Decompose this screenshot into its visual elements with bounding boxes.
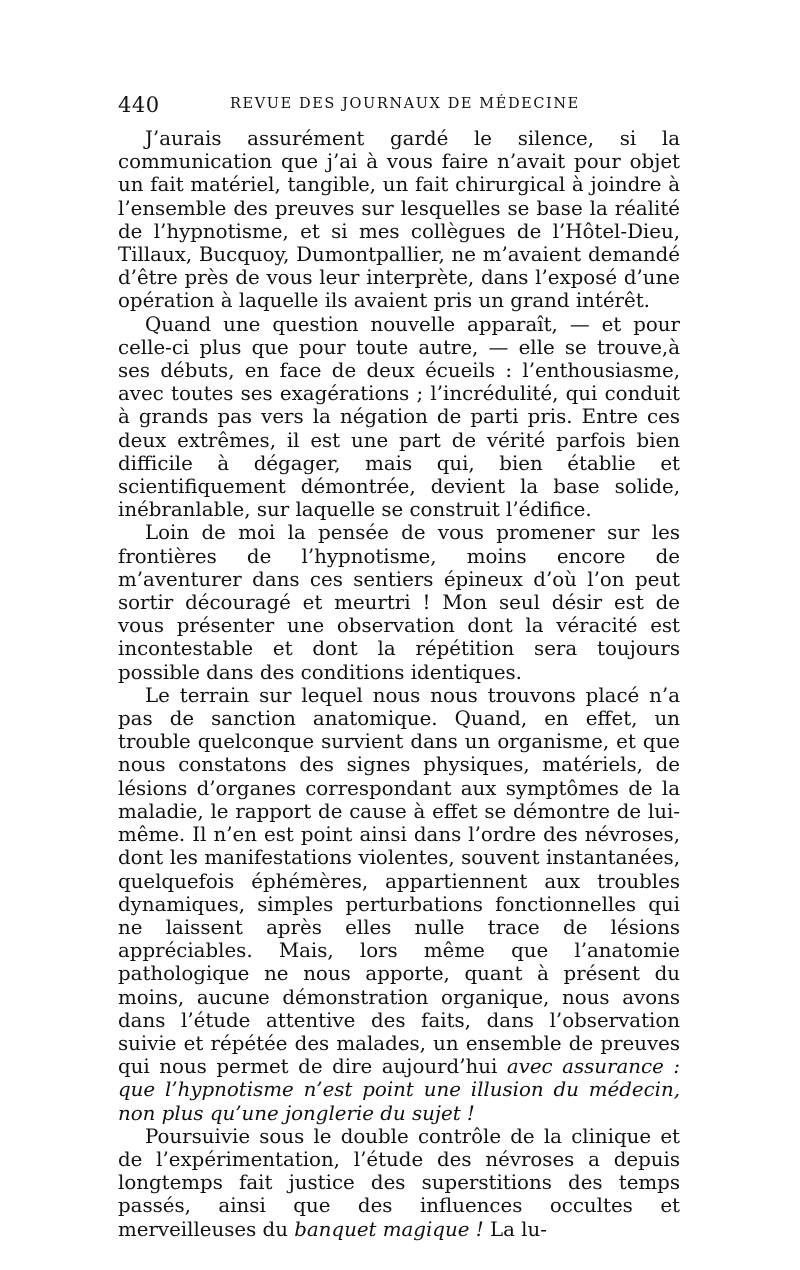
paragraph-4-italic: avec assurance : que l’hypnotisme n’est point une illusion du médecin, non plus qu’une jonglerie du sujet !: [118, 1055, 680, 1125]
page-number: 440: [118, 93, 160, 117]
running-title: REVUE DES JOURNAUX DE MÉDECINE: [230, 96, 580, 112]
paragraph-5-italic: banquet magique !: [294, 1217, 484, 1241]
body-text: [118, 127, 680, 1241]
paragraph-1: J’aurais assurément gardé le silence, si la communication que j’ai à vous faire n’avait pour objet un fait matériel, tangible, un fait chirurgical à joindre à l’ensemble des preuves sur lesquelles se base la réalité de l’hypnotisme, et si mes collègues de l’Hôtel-Dieu, Tillaux, Bucquoy, Dumontpallier, ne m’avaient demandé d’être près de vous leur interprète, dans l’exposé d’une opération à laquelle ils avaient pris un grand intérêt.: [118, 127, 680, 313]
paragraph-4-roman: Le terrain sur lequel nous nous trouvons placé n’a pas de sanction anatomique. Quand, en effet, un trouble quelconque survient dans un organisme, et que nous constatons des signes physiques, matériels, de lésions d’organes correspondant aux symptômes de la maladie, le rapport de cause à effet se démontre de lui-même. Il n’en est point ainsi dans l’ordre des névroses, dont les manifestations violentes, souvent instantanées, quelquefois éphémères, appartiennent aux troubles dynamiques, simples perturbations fonctionnelles qui ne laissent après elles nulle trace de lésions appréciables. Mais, lors même que l’anatomie pathologique ne nous apporte, quant à présent du moins, aucune démonstration organique, nous avons dans l’étude attentive des faits, dans l’observation suivie et répétée des malades, un ensemble de preuves qui nous permet de dire aujourd’hui: [118, 683, 680, 1079]
paragraph-2: Quand une question nouvelle apparaît, — et pour celle-ci plus que pour toute autre, — elle se trouve,à ses débuts, en face de deux écueils : l’enthousiasme, avec toutes ses exagérations ; l’incrédulité, qui conduit à grands pas vers la négation de parti pris. Entre ces deux extrêmes, il est une part de vérité parfois bien difficile à dégager, mais qui, bien établie et scientifiquement démontrée, devient la base solide, inébranlable, sur laquelle se construit l’édifice.: [118, 312, 680, 522]
paragraph-4: [118, 684, 680, 1125]
paragraph-5: [118, 1125, 680, 1241]
paragraph-3: Loin de moi la pensée de vous promener sur les frontières de l’hypnotisme, moins encore de m’aventurer dans ces sentiers épineux d’où l’on peut sortir découragé et meurtri ! Mon seul désir est de vous présenter une observation dont la véracité est incontestable et dont la répétition sera toujours possible dans des conditions identiques.: [118, 521, 680, 684]
page-header: [118, 93, 678, 119]
paragraph-5-roman-end: La lu-: [483, 1217, 547, 1241]
paragraph-5-roman: Poursuivie sous le double contrôle de la clinique et de l’expérimentation, l’étude des névroses a depuis longtemps fait justice des superstitions des temps passés, ainsi que des influences occultes et merveilleuses du: [118, 1124, 680, 1241]
